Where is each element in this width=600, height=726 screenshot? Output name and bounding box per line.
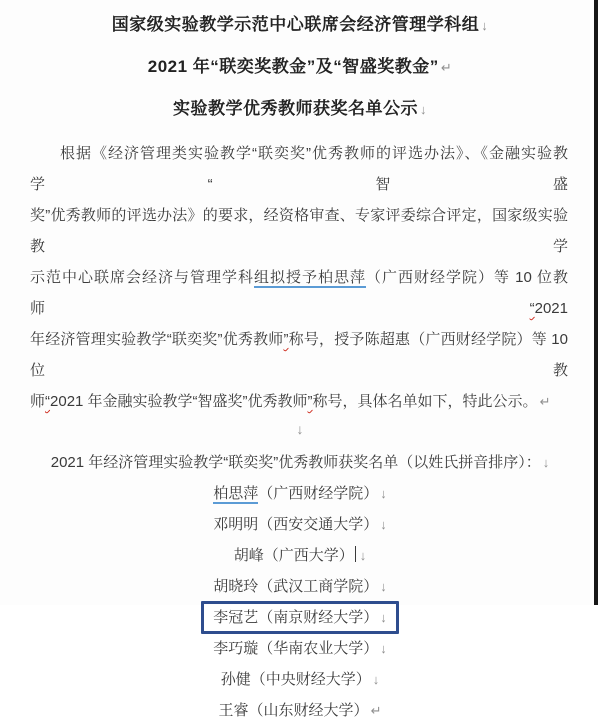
line-break-mark: ↓ <box>380 579 387 594</box>
winner-school: （西安交通大学） <box>258 516 379 533</box>
winner-list <box>0 478 600 726</box>
winner-row <box>0 633 600 664</box>
line-break-mark: ↓ <box>359 548 367 563</box>
line-break-mark: ↓ <box>542 455 550 470</box>
winner-row <box>0 695 600 726</box>
winner-school: （中央财经大学） <box>250 671 371 688</box>
paragraph-text: 根据《经济管理类实验教学“联奕奖”优秀教师的评选办法》、《金融实验教学“智盛 <box>30 145 568 193</box>
paragraph-text: 2021 年金融实验教学“智盛奖”优秀教师 <box>50 393 308 410</box>
winner-name: 王睿 <box>218 702 249 719</box>
paragraph-mark: ↵ <box>440 60 453 75</box>
paragraph-text: 示范中心联席会经济与管理学科 <box>30 269 254 286</box>
paragraph-mark: ↵ <box>370 703 382 718</box>
paragraph-mark: ↵ <box>539 394 551 409</box>
paragraph-line <box>30 200 568 262</box>
winner-school: （山东财经大学） <box>248 702 369 719</box>
paragraph-text: （广西财经学院）等 10 位教师 <box>30 269 568 317</box>
winner-school: （广西财经学院） <box>258 485 379 502</box>
line-break-mark: ↓ <box>372 672 380 687</box>
winner-row <box>0 540 600 571</box>
title-block <box>0 0 600 123</box>
winner-name: 胡峰 <box>233 547 264 564</box>
winner-row <box>0 664 600 695</box>
text-cursor[interactable] <box>355 546 356 562</box>
winner-school: （武汉工商学院） <box>258 578 379 595</box>
winner-name: 柏思萍 <box>213 485 259 502</box>
spellcheck-flagged-text: ” <box>283 331 289 348</box>
winner-name: 邓明明 <box>213 516 259 533</box>
paragraph-line <box>30 386 568 417</box>
winner-name: 孙健 <box>220 671 251 688</box>
body-paragraph <box>30 138 568 417</box>
spellcheck-flagged-text: “ <box>529 300 535 317</box>
spellcheck-flagged-text: ” <box>307 393 313 410</box>
line-break-mark: ↓ <box>380 641 387 656</box>
title-text: 实验教学优秀教师获奖名单公示 <box>173 99 418 118</box>
paragraph-text: 奖”优秀教师的评选办法》的要求，经资格审查、专家评委综合评定，国家级实验教学 <box>30 207 568 255</box>
line-break-mark: ↓ <box>380 486 387 501</box>
winner-row <box>0 571 600 602</box>
highlight-box <box>201 601 399 634</box>
paragraph-text: 称号，具体名单如下，特此公示。 <box>312 393 538 410</box>
grammar-underlined-text: 组拟授予柏思萍 <box>253 269 366 286</box>
winner-school: （华南农业大学） <box>258 640 379 657</box>
title-line-3 <box>0 96 600 123</box>
winner-row <box>0 478 600 509</box>
winner-school: （广西大学） <box>263 547 354 564</box>
paragraph-line <box>30 138 568 200</box>
paragraph-line <box>30 262 568 324</box>
paragraph-line <box>30 324 568 386</box>
title-line-1 <box>0 12 600 39</box>
winner-name: 李巧璇 <box>213 640 259 657</box>
paragraph-text: 年经济管理实验教学“联奕奖”优秀教师 <box>30 331 284 348</box>
line-break-mark: ↓ <box>380 517 387 532</box>
paragraph-text: 称号，授予陈超惠（广西财经学院）等 10 位教 <box>30 331 568 379</box>
line-break-mark: ↓ <box>296 421 304 437</box>
title-line-2 <box>0 54 600 81</box>
list-header-text: 2021 年经济管理实验教学“联奕奖”优秀教师获奖名单（以姓氏拼音排序）： <box>50 454 541 471</box>
line-break-mark: ↓ <box>420 102 427 117</box>
title-text: 国家级实验教学示范中心联席会经济管理学科组 <box>111 15 480 34</box>
list-header <box>0 447 600 478</box>
line-break-mark: ↓ <box>481 18 489 33</box>
paragraph-text: 2021 <box>534 300 568 317</box>
line-break-mark: ↓ <box>380 610 387 625</box>
page-edge-shadow <box>594 0 598 605</box>
winner-row-highlighted <box>0 602 600 633</box>
winner-name: 胡晓玲 <box>213 578 259 595</box>
winner-row <box>0 509 600 540</box>
title-text: 2021 年“联奕奖教金”及“智盛奖教金” <box>147 57 439 76</box>
spellcheck-flagged-text: “ <box>45 393 51 410</box>
paragraph-text: 师 <box>30 393 46 410</box>
winner-school: （南京财经大学） <box>258 609 379 626</box>
winner-name: 李冠艺 <box>213 609 259 626</box>
